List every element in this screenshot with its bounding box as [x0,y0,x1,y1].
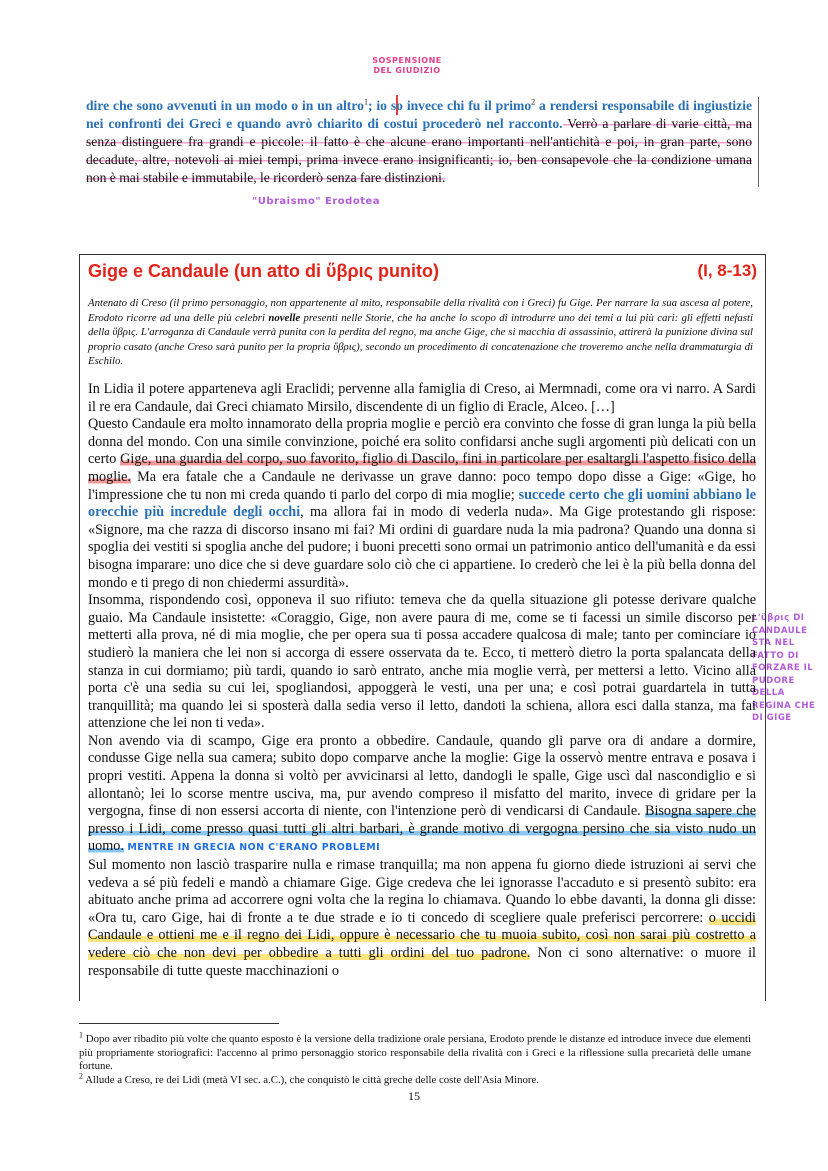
footnote-2 [79,1071,751,1088]
p5-text-b: Non ci sono alternative: o muore il responsabile di tutte queste macchinazioni o [88,945,756,979]
footnote-1-mark: 1 [79,1030,83,1040]
paragraph-2 [88,416,756,592]
handwritten-note-erodotea: "Ubraismo" Erodotea [252,196,381,207]
footnote-1 [79,1030,751,1074]
summary-text-1: Antenato di Creso (il primo personaggio, non appartenente al mito, responsabile della rivalità con i Greci) fu Gige. Per narrare la sua ascesa al potere, Erodoto ricorre ad una delle più celebri [88,297,753,324]
p4-text-a: Non avendo via di scampo, Gige era pronto a obbedire. Candaule, quando gli parve ora di andare a dormire, condusse Gige nella sua camera; subito dopo comparve anche la moglie: Gige la osservò mentre entrava e posava i propri vestiti. Appena la donna si voltò per avvicinarsi al letto, dandogli le spalle, Gige uscì dal nascondiglio e si allontanò; lei lo scorse mentre usciva, ma, pur avendo compreso il misfatto del marito, invece di gridare per la vergogna, finse di non essersi accorta di niente, con l'intenzione però di vendicarsi di Candaule. [88,732,756,820]
paragraph-5 [88,857,756,980]
intro-text-part1: dire che sono avvenuti in un modo o in un altro [86,98,364,113]
handwritten-note-grecia: MENTRE IN GRECIA NON C'ERANO PROBLEMI [127,842,381,854]
footnote-1-text: Dopo aver ribadito più volte che quanto esposto è la versione della tradizione orale persiana, Erodoto prende le distanze ed introduce invece due elementi più propriamente storiografici: l'accenno al primo personaggio storico responsabile della rivalità con i Greci e la riflessione sulla precarietà delle umane fortune. [79,1033,751,1073]
paragraph-4 [88,733,756,857]
p2-bold-blue: succede certo che gli uomini abbiano le orecchie più incredule degli occhi [88,486,756,521]
intro-text-part3: a rendersi responsabile di ingiustizie nei confronti dei Greci e quando avrò chiarito di costui procederò nel racconto. [86,98,753,131]
paragraph-1: In Lidia il potere apparteneva agli Eraclidi; pervenne alla famiglia di Creso, ai Mermnadi, come ora vi narro. A Sardi il re era Candaule, dai Greci chiamato Mirsilo, discendente di un figlio di Eracle, Alceo. […] [88,381,756,415]
article-reference: (I, 8-13) [697,261,757,280]
p4-highlight-blue: Bisogna sapere che presso i Lidi, come presso quasi tutti gli altri barbari, è grande motivo di vergogna persino che sia visto nudo un uomo. [88,803,756,855]
p2-highlight-red: Gige, una guardia del corpo, suo favorito, figlio di Dascilo, fini in particolare per esaltargli l'aspetto fisico della moglie. [88,451,757,485]
p2-text-c: , ma allora fai in modo di vederla nuda». Ma Gige protestando gli rispose: «Signore, ma che razza di discorso insano mi fai? Mi ordini di guardare nuda la mia padrona? Quando una donna si spoglia dei vestiti si spoglia anche del pudore; i buoni precetti sono ormai un patrimonio antico dell'umanità e da essi bisogna imparare: uno dice che si deve guardare solo ciò che ci appartiene. Io crederò che lei è la più bella donna del mondo e ti prego di non chiedermi assurdità». [88,504,756,591]
footnote-ref-1[interactable]: 1 [363,97,368,107]
paragraph-3: Insomma, rispondendo così, opponeva il suo rifiuto: temeva che da quella situazione gli potesse derivare qualche guaio. Ma Candaule insistette: «Coraggio, Gige, non avere paura di me, come se ti facessi un simile discorso per metterti alla prova, né di mia moglie, che per opera sua ti possa accadere qualcosa di male; tanto per cominciare io studierò la maniera che lei non si accorga di essere osservata da te. Ecco, ti metterò dietro la porta spalancata della stanza in cui dormiamo; più tardi, quando io sarò entrato, anche mia moglie verrà, per mettersi a letto. Vicino alla porta c'è una sedia su cui lei, spogliandosi, appoggerà le vesti, una per una; e così potrai guardartela in tutta tranquillità; ma quando lei si sposterà dalla sedia verso il letto, dandoti la schiena, allora esci dalla stanza, ma fai attenzione che lei non ti veda». [88,592,756,732]
handwritten-note-sospensione: SOSPENSIONE DEL GIUDIZIO [372,56,442,75]
handwritten-note-hybris: L'ὕβρις DI CANDAULE STA NEL FATTO DI FORZARE IL PUDORE DELLA REGINA CHE DI GIGE [752,613,816,723]
article-summary [88,296,753,369]
article-body [88,381,756,980]
p2-text-b: Ma era fatale che a Candaule ne derivasse un grave danno: poco tempo dopo disse a Gige: «Gige, ho l'impressione che tu non mi creda quando ti parlo del corpo di mia moglie; [88,468,756,503]
p5-text-a: Sul momento non lasciò trasparire nulla e rimase tranquilla; ma non appena fu giorno diede istruzioni ai servi che vedeva a sé più fedeli e mandò a chiamare Gige. Gige credeva che lei ignorasse l'accaduto e si presentò subito: era abituato anche prima ad accorrere ogni volta che la regina lo chiamava. Quando lo ebbe davanti, la donna gli disse: «Ora tu, caro Gige, hai di fronte a te due strade e io ti concedo di scegliere quale preferisci percorrere: [88,857,756,926]
article-section [79,254,766,1001]
intro-text-part2: ; io so invece chi fu il primo [367,98,532,113]
footnote-ref-2[interactable]: 2 [531,97,536,107]
footnotes [79,1030,751,1087]
intro-paragraph [86,97,759,187]
summary-text-2: presenti nelle Storie, che ha anche lo scopo di introdurre uno dei temi a lui più cari: gli effetti nefasti della ὕβρις. L'arroganza di Candaule verrà punita con la perdita del regno, ma anche Gige, che si macchia di assassinio, attirerà la punizione divina sul proprio casato (anche Creso sarà punito per la propria ὕβρις), secondo un procedimento di concatenazione che troveremo anche nella drammaturgia di Eschilo. [88,311,753,367]
intro-text-part4: Verrò a parlare di varie città, ma senza distinguere fra grandi e piccole: il fatto è che alcune erano importanti nell'antichità e poi, in gran parte, sono decadute, altre, notevoli ai miei tempi, prima invece erano insignificanti; io, ben consapevole che la condizione umana non è mai stabile e immutabile, le ricorderò senza fare distinzioni. [86,116,752,185]
footnote-2-text: Allude a Creso, re dei Lidi (metà VI sec. a.C.), che conquistò le città greche delle coste dell'Asia Minore. [83,1073,539,1086]
footnote-separator [79,1023,279,1024]
footnote-2-mark: 2 [79,1071,83,1081]
p5-highlight-yellow: o uccidi Candaule e ottieni me e il regno dei Lidi, oppure è necessario che tu muoia subito, così non sarai più costretto a vedere ciò che non devi per obbedire a tutti gli ordini del tuo padrone. [88,909,756,961]
article-title: Gige e Candaule (un atto di ὕβρις punito) [88,261,439,281]
summary-bold-novelle: novelle [268,311,301,324]
p2-text-a: Questo Candaule era molto innamorato della propria moglie e perciò era convinto che fosse di gran lunga la più bella donna del mondo. Con una simile convinzione, poiché era solito confidarsi anche sugli argomenti più delicati con un certo [88,416,756,468]
page-number: 15 [408,1089,420,1103]
